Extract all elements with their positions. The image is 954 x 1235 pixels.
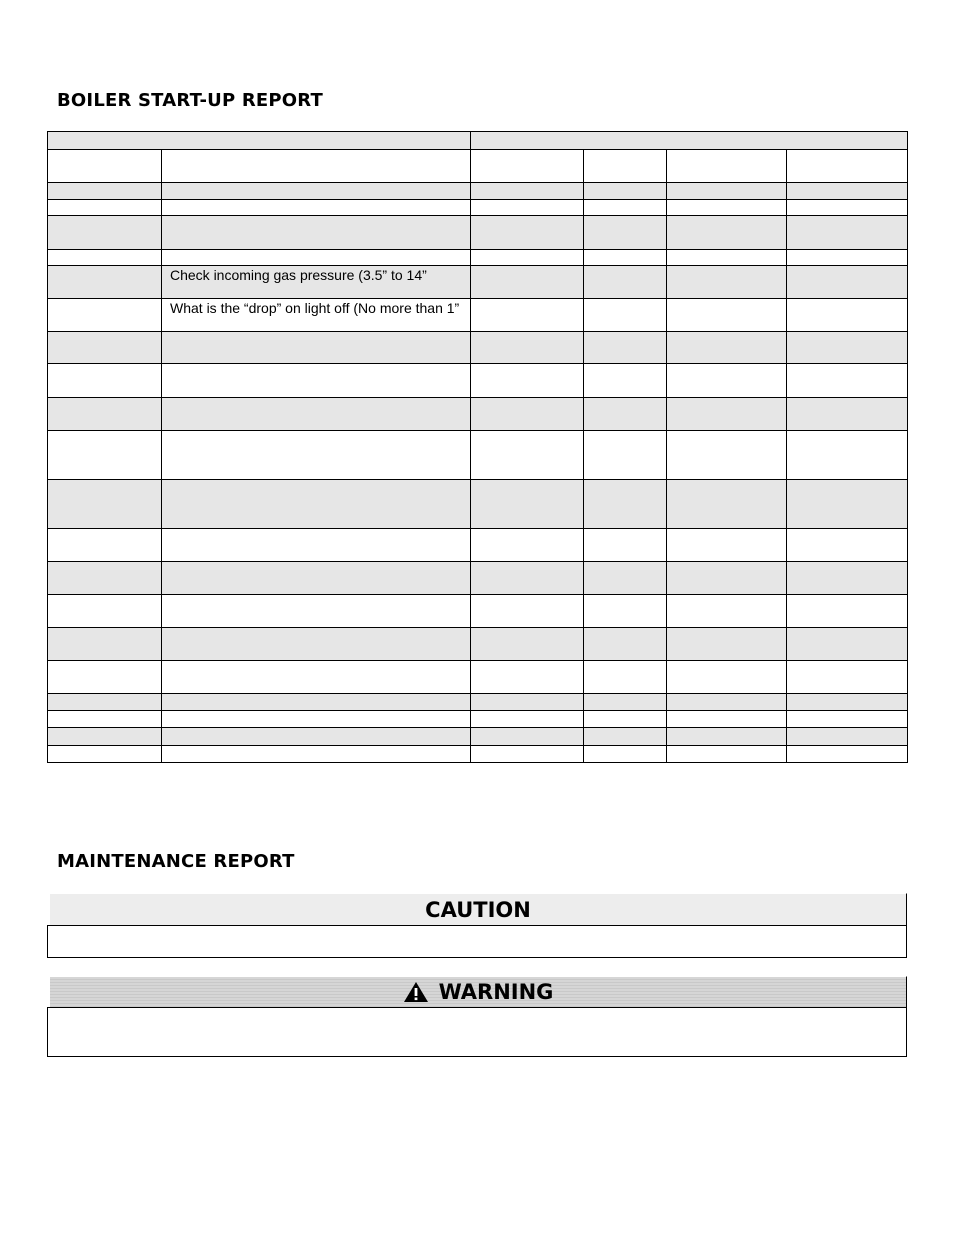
cell-text xyxy=(170,661,470,662)
cell-text xyxy=(56,216,161,217)
table-cell xyxy=(787,529,908,562)
table-cell xyxy=(162,628,471,661)
cell-text xyxy=(592,398,666,399)
cell-text xyxy=(170,250,470,251)
cell-text xyxy=(675,728,786,729)
cell-text xyxy=(795,332,907,333)
table-cell xyxy=(471,480,584,529)
table-cell xyxy=(48,150,162,183)
cell-text xyxy=(479,661,583,662)
table-row xyxy=(48,150,908,183)
warning-triangle-icon xyxy=(403,981,429,1003)
table-cell xyxy=(471,728,584,746)
table-cell xyxy=(471,694,584,711)
cell-text xyxy=(675,150,786,151)
table-cell xyxy=(667,266,787,299)
cell-text: Check incoming gas pressure (3.5” to 14” xyxy=(170,267,427,283)
table-cell xyxy=(584,216,667,250)
table-cell xyxy=(584,299,667,332)
table-cell xyxy=(787,711,908,728)
table-cell xyxy=(48,711,162,728)
cell-text xyxy=(592,728,666,729)
cell-text xyxy=(592,250,666,251)
table-cell xyxy=(471,661,584,694)
cell-text xyxy=(170,216,470,217)
cell-text xyxy=(479,250,583,251)
table-cell xyxy=(162,431,471,480)
table-cell xyxy=(787,266,908,299)
cell-text xyxy=(592,480,666,481)
cell-text xyxy=(795,595,907,596)
cell-text xyxy=(592,595,666,596)
cell-text xyxy=(592,200,666,201)
cell-text xyxy=(592,266,666,267)
table-cell xyxy=(787,694,908,711)
table-cell xyxy=(48,364,162,398)
table-cell xyxy=(584,595,667,628)
table-cell xyxy=(584,431,667,480)
table-cell xyxy=(471,216,584,250)
table-cell xyxy=(48,529,162,562)
table-cell xyxy=(471,364,584,398)
table-cell xyxy=(162,480,471,529)
cell-text xyxy=(795,529,907,530)
cell-text xyxy=(795,216,907,217)
cell-text xyxy=(56,364,161,365)
cell-text xyxy=(675,183,786,184)
table-cell xyxy=(787,728,908,746)
maintenance-report-heading: MAINTENANCE REPORT xyxy=(57,851,295,872)
table-cell xyxy=(667,216,787,250)
table-cell xyxy=(584,364,667,398)
table-cell xyxy=(471,431,584,480)
cell-text xyxy=(592,661,666,662)
cell-text xyxy=(675,398,786,399)
cell-text xyxy=(675,628,786,629)
cell-text xyxy=(675,364,786,365)
cell-text xyxy=(170,529,470,530)
table-cell xyxy=(471,266,584,299)
table-header-cell xyxy=(471,132,908,150)
table-cell xyxy=(471,711,584,728)
cell-text xyxy=(795,480,907,481)
table-cell xyxy=(584,332,667,364)
cell-text xyxy=(56,200,161,201)
cell-text xyxy=(479,562,583,563)
cell-text xyxy=(479,299,583,300)
table-cell xyxy=(787,299,908,332)
table-cell xyxy=(48,694,162,711)
table-cell xyxy=(584,480,667,529)
cell-text xyxy=(56,250,161,251)
table-cell xyxy=(584,250,667,266)
table-row xyxy=(48,529,908,562)
table-cell xyxy=(48,200,162,216)
table-row xyxy=(48,364,908,398)
table-cell xyxy=(584,694,667,711)
cell-text xyxy=(795,628,907,629)
cell-text xyxy=(170,431,470,432)
table-cell xyxy=(787,628,908,661)
cell-text xyxy=(479,150,583,151)
cell-text xyxy=(592,150,666,151)
table-row xyxy=(48,694,908,711)
cell-text xyxy=(675,431,786,432)
cell-text xyxy=(56,661,161,662)
cell-text xyxy=(479,183,583,184)
table-cell xyxy=(584,728,667,746)
table-cell xyxy=(667,694,787,711)
cell-text xyxy=(479,746,583,747)
cell-text xyxy=(170,480,470,481)
table-cell xyxy=(162,562,471,595)
table-row xyxy=(48,595,908,628)
cell-text xyxy=(592,628,666,629)
table-cell xyxy=(48,398,162,431)
table-row xyxy=(48,746,908,763)
cell-text xyxy=(479,216,583,217)
table-cell xyxy=(584,150,667,183)
table-cell xyxy=(667,529,787,562)
table-cell xyxy=(162,711,471,728)
cell-text xyxy=(675,562,786,563)
warning-body xyxy=(47,1007,907,1057)
cell-text xyxy=(675,332,786,333)
cell-text xyxy=(56,728,161,729)
cell-text: What is the “drop” on light off (No more than 1” xyxy=(170,300,460,316)
cell-text xyxy=(56,480,161,481)
table-row xyxy=(48,266,908,299)
table-cell xyxy=(48,299,162,332)
table-cell xyxy=(48,746,162,763)
cell-text xyxy=(795,711,907,712)
cell-text xyxy=(795,266,907,267)
cell-text xyxy=(56,694,161,695)
cell-text xyxy=(675,529,786,530)
cell-text xyxy=(170,728,470,729)
table-cell xyxy=(787,661,908,694)
table-cell xyxy=(667,299,787,332)
table-cell xyxy=(667,250,787,266)
table-cell xyxy=(471,250,584,266)
cell-text xyxy=(56,132,470,133)
table-cell xyxy=(471,332,584,364)
cell-text xyxy=(56,183,161,184)
cell-text xyxy=(479,332,583,333)
table-cell xyxy=(667,711,787,728)
table-cell xyxy=(471,746,584,763)
cell-text xyxy=(592,562,666,563)
table-cell xyxy=(667,398,787,431)
table-cell xyxy=(584,266,667,299)
cell-text xyxy=(675,266,786,267)
cell-text xyxy=(479,628,583,629)
table-cell xyxy=(667,183,787,200)
cell-text xyxy=(170,595,470,596)
cell-text xyxy=(56,266,161,267)
table-cell xyxy=(471,299,584,332)
cell-text xyxy=(675,661,786,662)
table-row xyxy=(48,332,908,364)
table-cell xyxy=(787,562,908,595)
table-cell xyxy=(787,364,908,398)
table-cell xyxy=(48,183,162,200)
cell-text xyxy=(479,728,583,729)
cell-text xyxy=(795,694,907,695)
cell-text xyxy=(675,200,786,201)
cell-text xyxy=(56,529,161,530)
table-cell xyxy=(471,150,584,183)
table-cell xyxy=(162,364,471,398)
table-cell xyxy=(162,250,471,266)
warning-title: WARNING xyxy=(438,980,554,1004)
cell-text xyxy=(795,200,907,201)
cell-text xyxy=(592,183,666,184)
cell-text xyxy=(479,595,583,596)
table-cell xyxy=(162,595,471,628)
table-cell xyxy=(162,661,471,694)
table-header-cell xyxy=(48,132,471,150)
cell-text xyxy=(675,711,786,712)
cell-text xyxy=(479,200,583,201)
cell-text xyxy=(170,694,470,695)
table-cell xyxy=(584,200,667,216)
table-row xyxy=(48,480,908,529)
table-cell xyxy=(471,200,584,216)
cell-text xyxy=(479,364,583,365)
cell-text xyxy=(56,398,161,399)
table-row xyxy=(48,398,908,431)
cell-text xyxy=(592,711,666,712)
warning-notice xyxy=(47,976,907,1057)
table-cell xyxy=(667,200,787,216)
table-cell xyxy=(162,183,471,200)
cell-text xyxy=(56,299,161,300)
table-cell xyxy=(584,183,667,200)
table-row xyxy=(48,711,908,728)
table-cell xyxy=(787,250,908,266)
cell-text xyxy=(675,595,786,596)
table-cell xyxy=(162,216,471,250)
cell-text xyxy=(795,728,907,729)
table-cell xyxy=(48,216,162,250)
cell-text xyxy=(479,431,583,432)
cell-text xyxy=(479,266,583,267)
table-cell xyxy=(48,595,162,628)
cell-text xyxy=(795,250,907,251)
cell-text xyxy=(592,746,666,747)
table-cell xyxy=(667,431,787,480)
cell-text xyxy=(675,216,786,217)
cell-text xyxy=(592,694,666,695)
table-cell xyxy=(48,661,162,694)
cell-text xyxy=(592,299,666,300)
table-cell xyxy=(584,529,667,562)
table-cell xyxy=(162,150,471,183)
cell-text xyxy=(170,746,470,747)
cell-text xyxy=(675,250,786,251)
table-row xyxy=(48,216,908,250)
cell-text xyxy=(479,398,583,399)
cell-text xyxy=(56,562,161,563)
table-cell xyxy=(787,332,908,364)
cell-text xyxy=(56,431,161,432)
cell-text xyxy=(56,595,161,596)
table-cell xyxy=(162,746,471,763)
cell-text xyxy=(479,694,583,695)
table-row xyxy=(48,628,908,661)
cell-text xyxy=(170,628,470,629)
table-header-row xyxy=(48,132,908,150)
table-cell xyxy=(162,299,471,332)
table-cell xyxy=(48,728,162,746)
cell-text xyxy=(170,200,470,201)
cell-text xyxy=(675,299,786,300)
table-cell xyxy=(471,595,584,628)
cell-text xyxy=(795,431,907,432)
table-cell xyxy=(787,216,908,250)
cell-text xyxy=(795,562,907,563)
table-row xyxy=(48,200,908,216)
table-cell xyxy=(584,398,667,431)
table-row xyxy=(48,299,908,332)
table-cell xyxy=(787,595,908,628)
table-cell xyxy=(162,529,471,562)
table-cell xyxy=(787,746,908,763)
table-cell xyxy=(48,250,162,266)
table-cell xyxy=(48,480,162,529)
cell-text xyxy=(170,562,470,563)
startup-report-heading: BOILER START-UP REPORT xyxy=(57,90,323,111)
cell-text xyxy=(592,529,666,530)
cell-text xyxy=(795,746,907,747)
table-cell xyxy=(787,480,908,529)
cell-text xyxy=(675,694,786,695)
table-cell xyxy=(667,364,787,398)
warning-title-bar xyxy=(47,976,907,1007)
table-cell xyxy=(162,728,471,746)
table-cell xyxy=(471,398,584,431)
cell-text xyxy=(795,299,907,300)
table-cell xyxy=(162,200,471,216)
table-cell xyxy=(667,595,787,628)
table-row xyxy=(48,183,908,200)
cell-text xyxy=(479,529,583,530)
table-cell xyxy=(667,150,787,183)
table-cell xyxy=(162,694,471,711)
table-cell xyxy=(471,183,584,200)
table-cell xyxy=(584,661,667,694)
table-cell xyxy=(48,431,162,480)
caution-title: CAUTION xyxy=(47,893,907,925)
table-cell xyxy=(48,628,162,661)
cell-text xyxy=(795,398,907,399)
table-cell xyxy=(667,332,787,364)
cell-text xyxy=(592,332,666,333)
table-cell xyxy=(162,398,471,431)
table-row xyxy=(48,661,908,694)
table-cell xyxy=(48,562,162,595)
table-cell xyxy=(667,661,787,694)
table-cell xyxy=(48,266,162,299)
table-cell xyxy=(667,480,787,529)
cell-text xyxy=(56,746,161,747)
cell-text xyxy=(479,132,907,133)
table-row xyxy=(48,562,908,595)
caution-notice xyxy=(47,893,907,958)
cell-text xyxy=(675,480,786,481)
table-cell xyxy=(471,529,584,562)
table-cell xyxy=(667,628,787,661)
table-row xyxy=(48,431,908,480)
cell-text xyxy=(56,711,161,712)
startup-report-table xyxy=(47,131,908,763)
table-cell xyxy=(584,628,667,661)
cell-text xyxy=(170,711,470,712)
cell-text xyxy=(56,332,161,333)
table-cell xyxy=(471,628,584,661)
table-cell xyxy=(162,266,471,299)
table-cell xyxy=(48,332,162,364)
table-row xyxy=(48,250,908,266)
cell-text xyxy=(56,150,161,151)
table-cell xyxy=(667,728,787,746)
cell-text xyxy=(795,661,907,662)
table-cell xyxy=(471,562,584,595)
cell-text xyxy=(170,364,470,365)
cell-text xyxy=(479,480,583,481)
table-cell xyxy=(787,398,908,431)
cell-text xyxy=(170,332,470,333)
cell-text xyxy=(170,183,470,184)
table-cell xyxy=(584,746,667,763)
cell-text xyxy=(592,216,666,217)
cell-text xyxy=(675,746,786,747)
cell-text xyxy=(56,628,161,629)
cell-text xyxy=(170,150,470,151)
cell-text xyxy=(170,398,470,399)
table-cell xyxy=(667,562,787,595)
cell-text xyxy=(592,364,666,365)
table-cell xyxy=(787,150,908,183)
table-cell xyxy=(584,562,667,595)
table-cell xyxy=(787,200,908,216)
table-cell xyxy=(162,332,471,364)
cell-text xyxy=(479,711,583,712)
cell-text xyxy=(592,431,666,432)
table-row xyxy=(48,728,908,746)
cell-text xyxy=(795,150,907,151)
table-cell xyxy=(787,183,908,200)
caution-body xyxy=(47,925,907,958)
table-cell xyxy=(667,746,787,763)
cell-text xyxy=(795,364,907,365)
table-cell xyxy=(584,711,667,728)
cell-text xyxy=(795,183,907,184)
table-cell xyxy=(787,431,908,480)
